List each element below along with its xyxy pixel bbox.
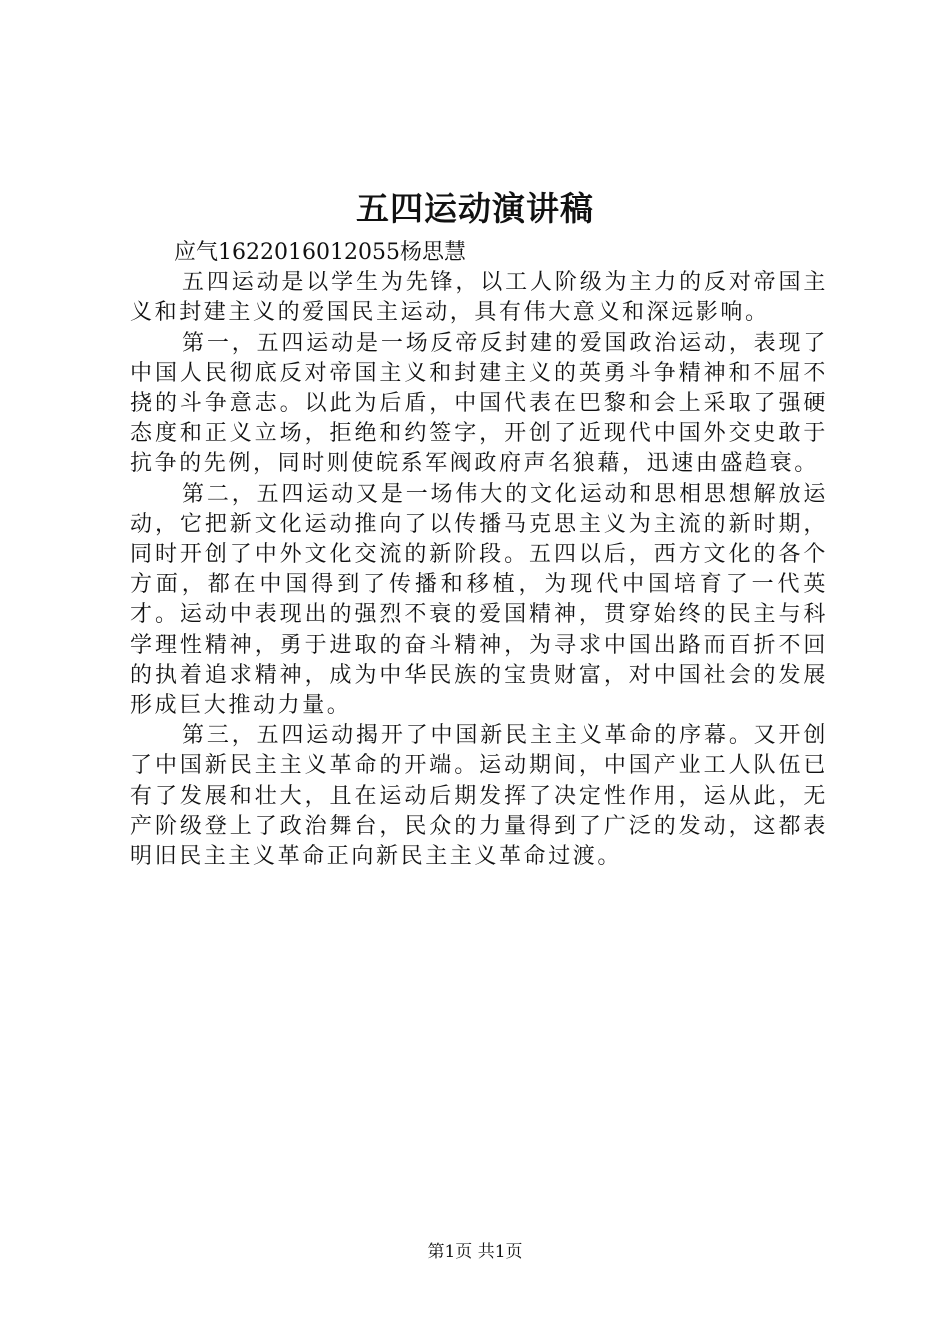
paragraph-intro: 五四运动是以学生为先锋，以工人阶级为主力的反对帝国主义和封建主义的爱国民主运动，具有伟大意义和深远影响。 <box>130 270 828 326</box>
author-line: 应气1622016012055杨思慧 <box>174 240 466 265</box>
document-title: 五四运动演讲稿 <box>356 189 594 228</box>
page-footer: 第1页 共1页 <box>427 1242 523 1262</box>
paragraph-third: 第三，五四运动揭开了中国新民主主义革命的序幕。又开创了中国新民主主义革命的开端。运动期间，中国产业工人队伍已有了发展和壮大，且在运动后期发挥了决定性作用，运从此，无产阶级登上了政治舞台，民众的力量得到了广泛的发动，这都表明旧民主主义革命正向新民主主义革命过渡。 <box>130 723 828 870</box>
document-body <box>130 238 828 872</box>
paragraph-second: 第二，五四运动又是一场伟大的文化运动和思相思想解放运动，它把新文化运动推向了以传播马克思主义为主流的新时期，同时开创了中外文化交流的新阶段。五四以后，西方文化的各个方面，都在中国得到了传播和移植，为现代中国培育了一代英才。运动中表现出的强烈不衰的爱国精神，贯穿始终的民主与科学理性精神，勇于进取的奋斗精神，为寻求中国出路而百折不回的执着追求精神，成为中华民族的宝贵财富，对中国社会的发展形成巨大推动力量。 <box>130 481 828 719</box>
paragraph-first: 第一，五四运动是一场反帝反封建的爱国政治运动，表现了中国人民彻底反对帝国主义和封建主义的英勇斗争精神和不屈不挠的斗争意志。以此为后盾，中国代表在巴黎和会上采取了强硬态度和正义立场，拒绝和约签字，开创了近现代中国外交史敢于抗争的先例，同时则使皖系军阀政府声名狼藉，迅速由盛趋衰。 <box>130 330 828 477</box>
